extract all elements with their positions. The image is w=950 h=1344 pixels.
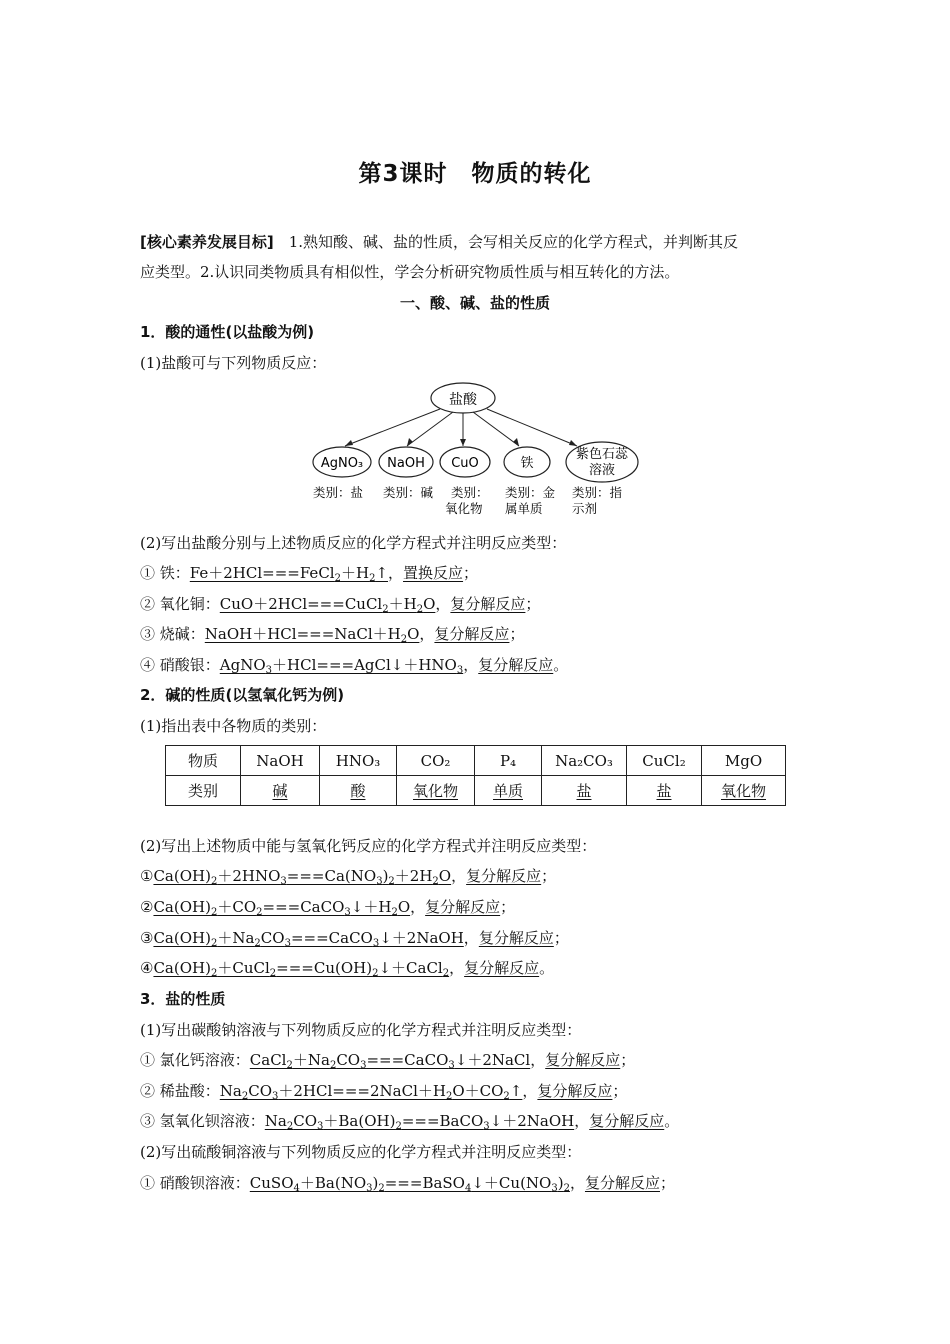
reaction-base-na2co3: $③Ca(OH)_2+Na_2CO_3===CaCO_3↓+2NaOH$，复分解反应； xyxy=(140,929,569,949)
reaction-type: 复分解反应 xyxy=(545,1051,621,1069)
section-heading: 一、酸、碱、盐的性质 xyxy=(399,294,550,312)
reaction-type: 复分解反应 xyxy=(450,595,526,613)
center-node-label: 盐酸 xyxy=(449,392,477,408)
node-label-naoh: NaOH xyxy=(387,456,425,471)
reaction-salt-cacl2: ① 氯化钙溶液：$CaCl_2+Na_2CO_3===CaCO_3↓+2NaCl$，复分解反应； xyxy=(140,1051,636,1071)
equation: $Ca(OH)_2+CuCl_2===Cu(OH)_2↓+CaCl_2$ xyxy=(153,959,450,979)
cat-naoh: 类别：碱 xyxy=(383,485,434,500)
equation: $Ca(OH)_2+CO_2===CaCO_3↓+H_2O$ xyxy=(153,898,411,918)
table-row xyxy=(166,746,786,776)
question-acid-1: (1)盐酸可与下列物质反应： xyxy=(140,354,327,372)
reaction-type: 复分解反应 xyxy=(425,898,501,916)
equation: $CaCl_2+Na_2CO_3===CaCO_3↓+2NaCl$ xyxy=(249,1051,531,1071)
node-label-iron: 铁 xyxy=(520,456,534,471)
table-cell: 盐 xyxy=(627,776,702,806)
table-cell: 类别 xyxy=(166,776,241,806)
question-salt-1: (1)写出碳酸钠溶液与下列物质反应的化学方程式并注明反应类型： xyxy=(140,1021,582,1039)
reaction-type: 复分解反应 xyxy=(478,656,554,674)
table-cell: HNO₃ xyxy=(320,746,397,776)
question-acid-2: (2)写出盐酸分别与上述物质反应的化学方程式并注明反应类型： xyxy=(140,534,567,552)
subheading-salt: 3．盐的性质 xyxy=(140,990,226,1008)
reaction-type: 复分解反应 xyxy=(537,1082,613,1100)
category-labels xyxy=(313,485,622,516)
reaction-salt-bano32: ① 硝酸钡溶液：$CuSO_4+Ba(NO_3)_2===BaSO_4↓+Cu(NO_3)_2$，复分解反应； xyxy=(140,1174,675,1194)
goals-line-1 xyxy=(140,232,738,252)
reaction-acid-cuo: ② 氧化铜：$CuO+2HCl===CuCl_2+H_2O$，复分解反应； xyxy=(140,595,541,615)
table-row xyxy=(166,776,786,806)
node-label-cuo: CuO xyxy=(451,456,479,471)
reaction-type: 复分解反应 xyxy=(466,867,542,885)
table-cell: P₄ xyxy=(475,746,542,776)
table-cell: MgO xyxy=(702,746,786,776)
table-cell: Na₂CO₃ xyxy=(542,746,627,776)
reaction-type: 复分解反应 xyxy=(584,1174,660,1192)
reaction-type: 置换反应 xyxy=(403,564,464,582)
arrow-heads xyxy=(345,438,577,446)
table-cell: 碱 xyxy=(241,776,320,806)
cat-agno3: 类别：盐 xyxy=(313,485,364,500)
reaction-acid-agno3: ④ 硝酸银：$AgNO_3+HCl===AgCl↓+HNO_3$，复分解反应。 xyxy=(140,656,569,676)
reaction-acid-iron: ① 铁：$Fe+2HCl===FeCl_2+H_2↑$，置换反应； xyxy=(140,564,479,584)
equation: $CuSO_4+Ba(NO_3)_2===BaSO_4↓+Cu(NO_3)_2$ xyxy=(249,1174,570,1194)
page-title: 第3课时 物质的转化 xyxy=(358,161,592,187)
reaction-type: 复分解反应 xyxy=(464,959,540,977)
cat-cuo-2: 氧化物 xyxy=(445,501,483,516)
goals-label: [核心素养发展目标] xyxy=(140,233,274,251)
cat-litmus-2: 示剂 xyxy=(572,501,598,516)
goals-line-2: 应类型。2.认识同类物质具有相似性，学会分析研究物质性质与相互转化的方法。 xyxy=(140,263,680,281)
question-salt-2: (2)写出硫酸铜溶液与下列物质反应的化学方程式并注明反应类型： xyxy=(140,1143,582,1161)
equation: $Na_2CO_3+2HCl===2NaCl+H_2O+CO_2↑$ xyxy=(219,1082,523,1102)
table-cell: 氧化物 xyxy=(397,776,475,806)
reaction-acid-naoh: ③ 烧碱：$NaOH+HCl===NaCl+H_2O$，复分解反应； xyxy=(140,625,525,645)
table-cell: 单质 xyxy=(475,776,542,806)
acid-reaction-diagram xyxy=(305,380,650,520)
equation: $NaOH+HCl===NaCl+H_2O$ xyxy=(204,625,420,645)
classification-table xyxy=(165,745,786,806)
table-cell: 酸 xyxy=(320,776,397,806)
table-cell: CO₂ xyxy=(397,746,475,776)
table-cell: 氧化物 xyxy=(702,776,786,806)
table-cell: 物质 xyxy=(166,746,241,776)
goals-text-1: 1.熟知酸、碱、盐的性质，会写相关反应的化学方程式，并判断其反 xyxy=(288,233,739,251)
reaction-salt-hcl: ② 稀盐酸：$Na_2CO_3+2HCl===2NaCl+H_2O+CO_2↑$，复分解反应； xyxy=(140,1082,628,1102)
equation: $AgNO_3+HCl===AgCl↓+HNO_3$ xyxy=(219,656,464,676)
node-label-agno3: AgNO₃ xyxy=(320,456,364,471)
table-cell: 盐 xyxy=(542,776,627,806)
reaction-salt-baoh2: ③ 氢氧化钡溶液：$Na_2CO_3+Ba(OH)_2===BaCO_3↓+2NaOH$，复分解反应。 xyxy=(140,1112,680,1132)
subheading-acid: 1．酸的通性(以盐酸为例) xyxy=(140,323,315,341)
equation: $Na_2CO_3+Ba(OH)_2===BaCO_3↓+2NaOH$ xyxy=(264,1112,575,1132)
reaction-type: 复分解反应 xyxy=(478,929,554,947)
equation: $Ca(OH)_2+2HNO_3===Ca(NO_3)_2+2H_2O$ xyxy=(153,867,452,887)
table-cell: NaOH xyxy=(241,746,320,776)
equation: $CuO+2HCl===CuCl_2+H_2O$ xyxy=(219,595,436,615)
cat-iron-2: 属单质 xyxy=(505,501,543,516)
question-base-1: (1)指出表中各物质的类别： xyxy=(140,717,327,735)
question-base-2: (2)写出上述物质中能与氢氧化钙反应的化学方程式并注明反应类型： xyxy=(140,837,597,855)
reaction-type: 复分解反应 xyxy=(434,625,510,643)
reaction-type: 复分解反应 xyxy=(589,1112,665,1130)
cat-litmus-1: 类别：指 xyxy=(572,485,623,500)
reaction-base-hno3: $①Ca(OH)_2+2HNO_3===Ca(NO_3)_2+2H_2O$，复分解反应； xyxy=(140,867,557,887)
equation: $Ca(OH)_2+Na_2CO_3===CaCO_3↓+2NaOH$ xyxy=(153,929,464,949)
table-cell: CuCl₂ xyxy=(627,746,702,776)
reaction-base-cucl2: $④Ca(OH)_2+CuCl_2===Cu(OH)_2↓+CaCl_2$，复分解反应。 xyxy=(140,959,555,979)
equation: $Fe+2HCl===FeCl_2+H_2↑$ xyxy=(189,564,389,584)
cat-iron-1: 类别：金 xyxy=(505,485,556,500)
subheading-base: 2．碱的性质(以氢氧化钙为例) xyxy=(140,686,345,704)
node-label-litmus-2: 溶液 xyxy=(588,463,616,478)
cat-cuo-1: 类别： xyxy=(451,485,489,500)
reaction-base-co2: $②Ca(OH)_2+CO_2===CaCO_3↓+H_2O$，复分解反应； xyxy=(140,898,516,918)
node-label-litmus-1: 紫色石蕊 xyxy=(575,447,629,462)
